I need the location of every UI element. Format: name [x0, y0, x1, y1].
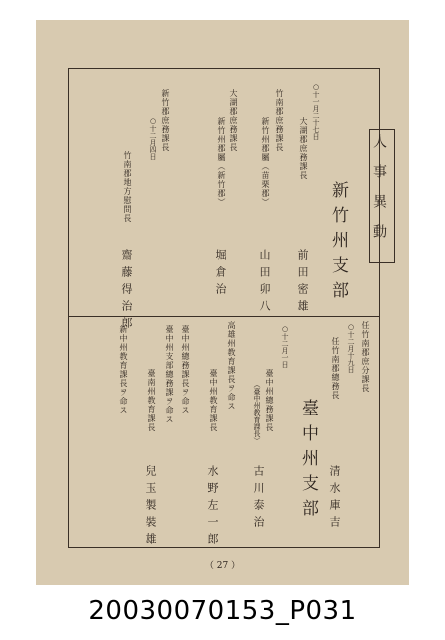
lower-h-name: 兒玉製裝雄	[144, 465, 157, 550]
upper-date-1: ○十一月二十七日	[312, 83, 320, 140]
upper-g-name: 齋藤得治郎	[120, 249, 133, 334]
title-box	[369, 129, 395, 263]
upper-f-role: 新竹郡庶務課長	[161, 89, 170, 152]
upper-c-role: 竹南郡庶務課長	[275, 89, 284, 152]
lower-e-name: 水野左一郎	[206, 465, 219, 550]
upper-g-role: 竹南郡地方慰問長	[123, 151, 132, 223]
section-title: 人事異動	[371, 134, 387, 254]
lower-b-name: 清水庫吉	[328, 465, 341, 533]
lower-h-role: 臺南州教育課長	[147, 369, 156, 432]
upper-e-role: 新竹州郡屬（新竹郡）	[217, 117, 226, 207]
lower-date-1: ○十二月十九日	[347, 323, 355, 373]
upper-a-name: 前田密雄	[296, 249, 309, 317]
lower-f-role: 臺中州總務課長ヲ命ス	[181, 325, 190, 415]
upper-b-role: 新竹州郡屬（苗栗郡）	[261, 117, 270, 207]
upper-a-role: 大湖郡庶務課長	[299, 117, 308, 180]
lower-b-role: 任竹南郡總務長	[331, 337, 340, 400]
branch-heading-taichung: 臺中州支部	[298, 399, 318, 524]
image-caption: 20030070153_P031	[88, 596, 357, 626]
lower-d-role: 高雄州教育課長ヲ命ス	[227, 321, 236, 411]
upper-b-name: 山田卯八	[258, 249, 271, 317]
content-frame	[68, 68, 387, 550]
lower-a-role: 任竹南郡庶分課長	[361, 321, 370, 393]
lower-g-role: 臺中州支部總務課ヲ命ス	[165, 325, 174, 424]
lower-c-sub: （臺中州教育課長）	[253, 381, 261, 444]
lower-e-role: 臺中州教育課長	[209, 369, 218, 432]
upper-e-name: 堀倉治	[214, 249, 227, 300]
section-divider	[69, 316, 379, 317]
lower-i-role: 新中州教育課長ヲ命ス	[119, 325, 128, 415]
upper-d-role: 大湖郡庶務課長	[229, 89, 238, 152]
upper-date-2: ○十二月四日	[149, 117, 157, 160]
scanned-page	[36, 20, 409, 585]
page-number: （ 27 ）	[204, 561, 241, 571]
branch-heading-shinchiku: 新竹州支部	[328, 181, 348, 306]
lower-c-name: 古川泰治	[252, 465, 265, 533]
lower-c-role: 臺中州總務課長	[265, 369, 274, 432]
lower-date-2: ○十二月一日	[281, 325, 289, 368]
